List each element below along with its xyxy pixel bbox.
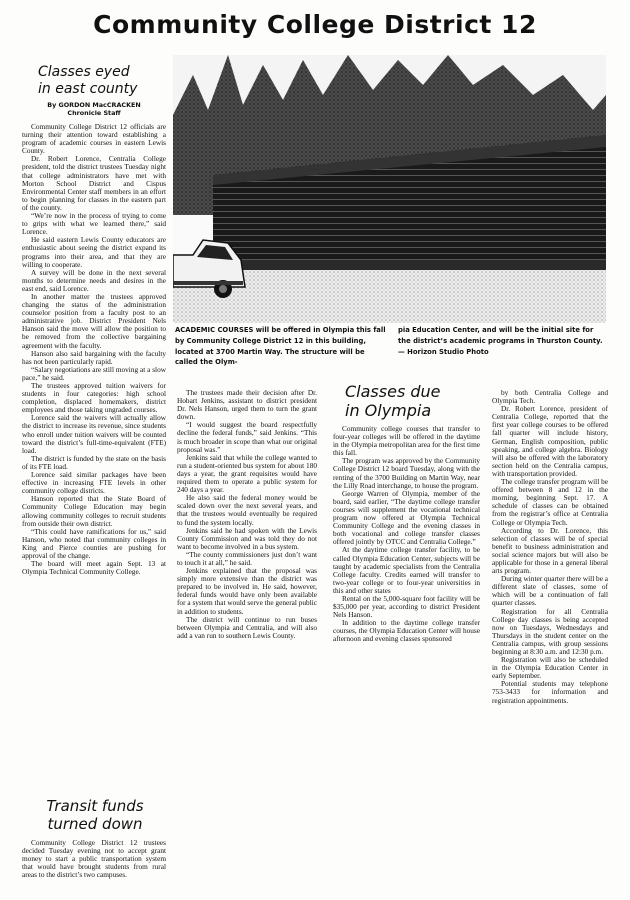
paragraph: The district is funded by the state on the basis of its FTE load. xyxy=(22,453,166,471)
paragraph: “We’re now in the process of trying to come to grips with what we learned there,” said Lorence. xyxy=(22,211,166,237)
paragraph: Potential students may telephone 753-3433 for information and registration appointments. xyxy=(492,679,608,705)
paragraph: Jenkins said that while the college wanted to run a student-oriented bus system for about 180 days a year, the grant requisites would have required them to operate a public system for 240 days a year. xyxy=(177,452,317,495)
paragraph: Dr. Robert Lorence, Centralia College president, told the district trustees Tuesday night that college administrators have met with Morton School District and Cispus Environmental Center staff members in an effort to begin planning for classes in the eastern part of the county. xyxy=(22,154,166,212)
paragraph: He also said the federal money would be scaled down over the next several years, and that the trustees would eventually be required to fund the system locally. xyxy=(177,493,317,527)
paragraph: At the daytime college transfer facility, to be called Olympia Education Center, subjects will be taught by academic specialists from the Centralia College faculty. Credits earned will transfer to two-year college or to four-year universities in this and other states xyxy=(333,545,480,595)
photo-caption-left: ACADEMIC COURSES will be offered in Olympia this fall by Community College District 12 in this building, located at 3700 Martin Way. The structure will be called the Olym- xyxy=(175,326,386,367)
byline xyxy=(20,101,168,117)
paragraph: Community College District 12 officials are turning their attention toward establishing a program of academic courses in eastern Lewis County. xyxy=(22,123,166,156)
paragraph: Jenkins said he had spoken with the Lewis County Commission and was told they do not want to become involved in a bus system. xyxy=(177,525,317,551)
headline-transit-funds: Transit funds turned down xyxy=(46,798,144,833)
paragraph: George Warren of Olympia, member of the board, said earlier, “The daytime college transfer courses will supplement the vocational technical program now offered at Olympia Technical Community College and the evening classes in both vocational and college transfer classes offered jointly by OTCC and Centralia College.” xyxy=(333,488,480,547)
article-classes-eyed-column-1 xyxy=(22,123,166,787)
paragraph: Registration will also be scheduled in the Olympia Education Center in early September. xyxy=(492,655,608,681)
article-transit-funds-continued xyxy=(177,389,317,739)
article-classes-eyed-header xyxy=(20,64,168,117)
photo-caption-right: pia Education Center, and will be the initial site for the district’s academic programs in Thurston County. — Horizon Studio Photo xyxy=(398,326,603,356)
paragraph: During winter quarter there will be a different slate of classes, some of which will be a continuation of fall quarter classes. xyxy=(492,574,608,608)
article-classes-due-column-1 xyxy=(333,425,480,730)
paragraph: The program was approved by the Community College District 12 board Tuesday, along with the renting of the 3700 Building on Martin Way, near the Lilly Road interchange, to house the program. xyxy=(333,456,480,490)
paragraph: “This could have ramifications for us,” said Hanson, who noted that community colleges in King and Pierce counties are pushing for approval of the change. xyxy=(22,526,166,560)
paragraph: Community College District 12 trustees decided Tuesday evening not to accept grant money to start a public transportation system that would have brought students from rural areas to the district’s two campuses. xyxy=(22,839,166,880)
paragraph: Community college courses that transfer to four-year colleges will be offered in the daytime in the Olympia metropolitan area for the first time this fall. xyxy=(333,425,480,458)
paragraph: A survey will be done in the next several months to determine needs and desires in the east end, said Lorence. xyxy=(22,267,166,293)
article-transit-funds-body xyxy=(22,839,166,895)
paragraph: Hanson reported that the State Board of Community College Education may begin allowing community colleges to recruit students from outside their own district. xyxy=(22,494,166,528)
byline-name: By GORDON MacCRACKEN xyxy=(47,101,141,110)
paragraph: According to Dr. Lorence, this selection of classes will be of special benefit to business administration and social science majors but will also be applicable for those in a general liberal arts program. xyxy=(492,525,608,576)
paragraph: In addition to the daytime college transfer courses, the Olympia Education Center will house afternoon and evening classes sponsored xyxy=(333,618,480,644)
article-classes-due-column-2 xyxy=(492,389,608,744)
paragraph: He said eastern Lewis County educators are enthusiastic about seeing the district expand its programs into their area, and that they are willing to cooperate. xyxy=(22,235,166,269)
page-title: Community College District 12 xyxy=(93,10,537,39)
paragraph: by both Centralia College and Olympia Tech. xyxy=(492,389,608,406)
paragraph: In another matter the trustees approved changing the status of the administration counselor position from a faculty post to an administrative job. District President Nels Hanson said the move will allow the position to be removed from the collective bargaining agreement with the faculty. xyxy=(22,291,166,350)
byline-role: Chronicle Staff xyxy=(67,109,121,118)
paragraph: Rental on the 5,000-square foot facility will be $35,000 per year, according to district President Nels Hanson. xyxy=(333,593,480,620)
paragraph: The trustees approved tuition waivers for students in four categories: high school completion, displaced homemakers, district employees and those taking ungraded courses. xyxy=(22,381,166,415)
paragraph: Registration for all Centralia College day classes is being accepted now on Tuesdays, Wednesdays and Thursdays in the student center on the Centralia campus, with group sessions beginning at 8:30 a.m. and 12:30 p.m. xyxy=(492,606,608,656)
paragraph: “Salary negotiations are still moving at a slow pace,” he said. xyxy=(22,364,166,382)
photo-image xyxy=(173,55,606,323)
paragraph: Dr. Robert Lorence, president of Centralia College, reported that the first year college courses to be offered fall quarter will include history, German, English composition, public speaking, and college algebra. Biology will also be offered with the laboratory section held on the Centralia campus, with transportation provided. xyxy=(492,404,608,478)
paragraph: The district will continue to run buses between Olympia and Centralia, and will also add a van run to southern Lewis County. xyxy=(177,614,317,640)
paragraph: The trustees made their decision after Dr. Hobart Jenkins, assistant to district president Dr. Nels Hanson, urged them to turn the grant down. xyxy=(177,389,317,422)
paragraph: Jenkins explained that the proposal was simply more extensive than the district was prepared to be involved in. He said, however, federal funds would have only been available for a system that would serve the general public in addition to students. xyxy=(177,566,317,616)
headline-classes-due: Classes due in Olympia xyxy=(345,383,441,420)
building-photo xyxy=(173,55,606,323)
headline-classes-eyed: Classes eyed in east county xyxy=(38,64,138,97)
paragraph: The college transfer program will be offered between 8 and 12 in the morning, beginning Sept. 17. A schedule of classes can be obtained from the registrar’s office at Centralia College or Olympia Tech. xyxy=(492,477,608,527)
paragraph: The board will meet again Sept. 13 at Olympia Technical Community College. xyxy=(22,559,166,577)
paragraph: “I would suggest the board respectfully decline the federal funds,” said Jenkins. “This is much broader in scope than what our original proposal was.” xyxy=(177,420,317,454)
paragraph: Hanson also said bargaining with the faculty has not been particularly rapid. xyxy=(22,348,166,366)
paragraph: Lorence said the waivers will actually allow the district to increase its revenue, since students who enroll under tuition waivers will be counted toward the district’s full-time-equivalent (FTE) load. xyxy=(22,413,166,455)
paragraph: Lorence said similar packages have been effective in increasing FTE levels in other community college districts. xyxy=(22,470,166,496)
paragraph: “The county commissioners just don’t want to touch it at all,” he said. xyxy=(177,549,317,567)
